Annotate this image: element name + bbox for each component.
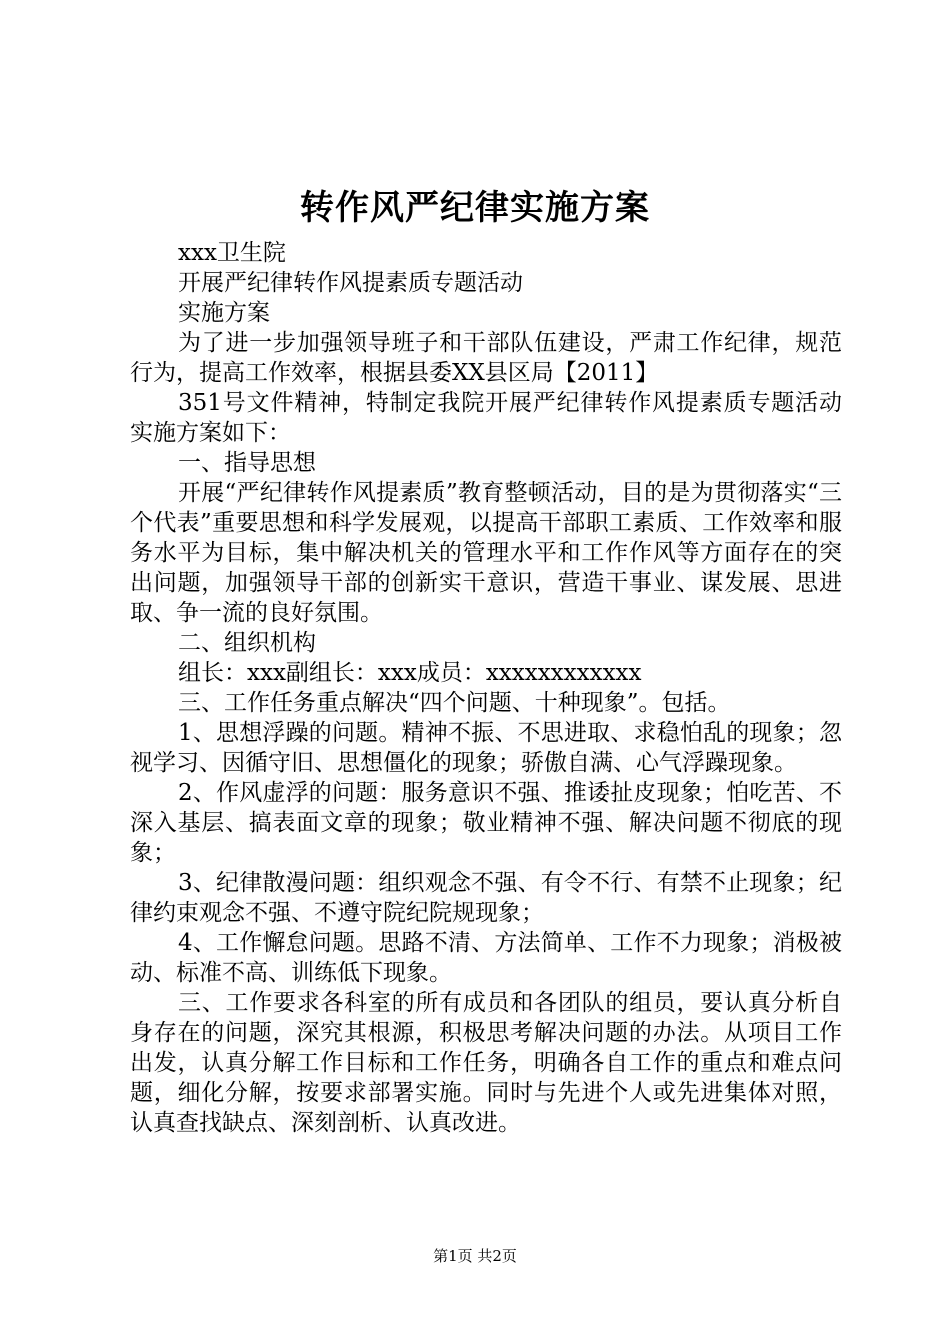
section-work-requirements: 三、工作要求各科室的所有成员和各团队的组员，要认真分析自身存在的问题，深究其根源，积极思考解决问题的办法。从项目工作出发，认真分解工作目标和工作任务，明确各自工作的重点和难点问题，细化分解，按要求部署实施。同时与先进个人或先进集体对照，认真查找缺点、深刻剖析、认真改进。 xyxy=(130,990,842,1136)
section-heading-work-tasks: 三、工作任务重点解决“四个问题、十种现象”。包括。 xyxy=(178,690,731,716)
list-item-task-2: 2、作风虚浮的问题：服务意识不强、推诿扯皮现象；怕吃苦、不深入基层、搞表面文章的现象；敬业精神不强、解决问题不彻底的现象； xyxy=(130,780,842,866)
section-heading-guiding-thought: 一、指导思想 xyxy=(178,450,316,476)
paragraph-activity-name: 开展严纪律转作风提素质专题活动 xyxy=(178,270,523,296)
document-title: 转作风严纪律实施方案 xyxy=(300,188,650,228)
page-number-footer: 第1页 共2页 xyxy=(433,1247,517,1265)
list-item-task-3: 3、纪律散漫问题：组织观念不强、有令不行、有禁不止现象；纪律约束观念不强、不遵守院纪院规现象； xyxy=(130,870,842,926)
section-heading-organization: 二、组织机构 xyxy=(178,630,316,656)
paragraph-organization-members: 组长：xxx副组长：xxx成员：xxxxxxxxxxxx xyxy=(178,660,642,686)
paragraph-plan-label: 实施方案 xyxy=(178,300,270,326)
list-item-task-1: 1、思想浮躁的问题。精神不振、不思进取、求稳怕乱的现象；忽视学习、因循守旧、思想僵化的现象；骄傲自满、心气浮躁现象。 xyxy=(130,720,842,776)
paragraph-guiding-thought: 开展“严纪律转作风提素质”教育整顿活动，目的是为贯彻落实“三个代表”重要思想和科学发展观，以提高干部职工素质、工作效率和服务水平为目标，集中解决机关的管理水平和工作作风等方面存在的突出问题，加强领导干部的创新实干意识，营造干事业、谋发展、思进取、争一流的良好氛围。 xyxy=(130,480,842,626)
document-body xyxy=(130,238,842,1138)
paragraph-intro-continued: 351号文件精神，特制定我院开展严纪律转作风提素质专题活动实施方案如下： xyxy=(130,390,842,446)
paragraph-hospital-name: xxx卫生院 xyxy=(178,240,286,266)
list-item-task-4: 4、工作懈怠问题。思路不清、方法简单、工作不力现象；消极被动、标准不高、训练低下现象。 xyxy=(130,930,842,986)
paragraph-intro: 为了进一步加强领导班子和干部队伍建设，严肃工作纪律，规范行为，提高工作效率，根据县委XX县区局【2011】 xyxy=(130,330,842,386)
